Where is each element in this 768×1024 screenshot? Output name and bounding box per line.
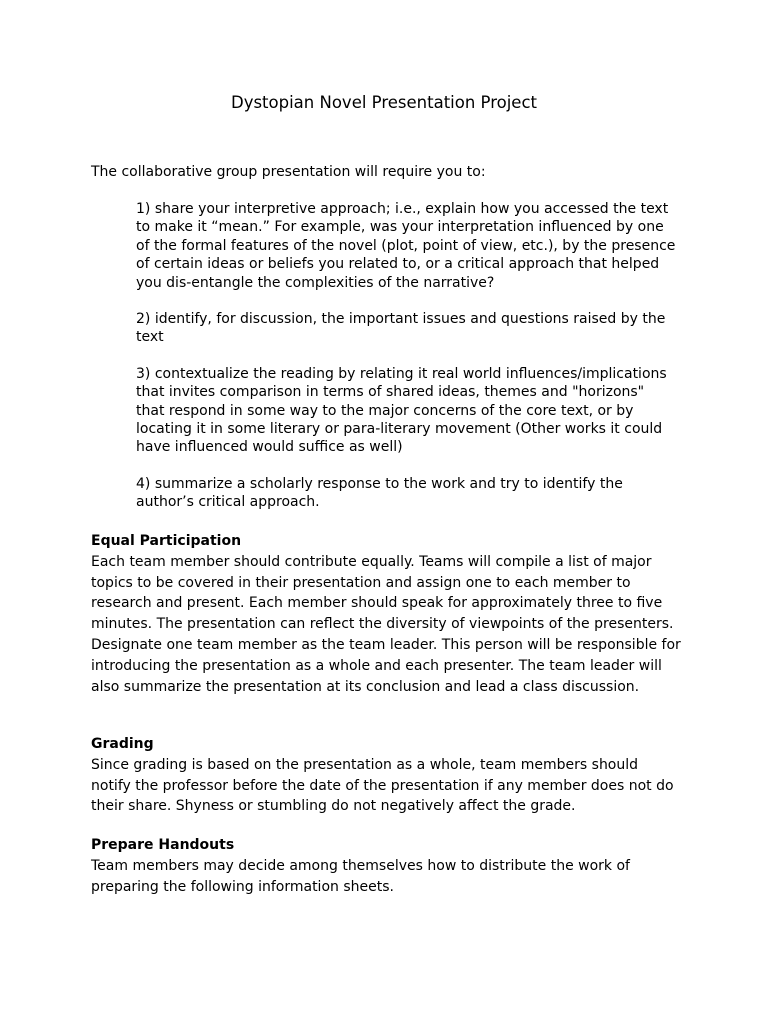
requirement-item-3: 3) contextualize the reading by relating it real world influences/implications that invites comparison in terms of shared ideas, themes and "horizons" that respond in some way to the major concerns of the core text, or by locating it in some literary or para-literary movement (Other works it could have influenced would suffice as well) (136, 365, 667, 456)
section-grading (91, 734, 681, 817)
requirements-list (136, 200, 676, 530)
section-body-participation: Each team member should contribute equally. Teams will compile a list of major topics to be covered in their presentation and assign one to each member to research and present. Each member should speak for approximately three to five minutes. The presentation can reflect the diversity of viewpoints of the presenters. Designate one team member as the team leader. This person will be responsible for introducing the presentation as a whole and each presenter. The team leader will also summarize the presentation at its conclusion and lead a class discussion. (91, 553, 681, 695)
requirement-item-4: 4) summarize a scholarly response to the work and try to identify the author’s critical approach. (136, 475, 623, 511)
requirement-item-2: 2) identify, for discussion, the important issues and questions raised by the text (136, 311, 666, 346)
section-body-handouts: Team members may decide among themselves how to distribute the work of preparing the following information sheets. (91, 857, 630, 895)
page-title: Dystopian Novel Presentation Project (230, 93, 537, 112)
section-prepare-handouts (91, 835, 681, 897)
section-equal-participation (91, 531, 681, 697)
intro-text: The collaborative group presentation will require you to: (91, 164, 486, 180)
section-heading-participation: Equal Participation (91, 533, 242, 549)
section-heading-handouts: Prepare Handouts (91, 837, 235, 853)
requirement-item-1: 1) share your interpretive approach; i.e., explain how you accessed the text to make it “mean.” For example, was your interpretation influenced by one of the formal features of the novel (plot, point of view, etc.), by the presence of certain ideas or beliefs you related to, or a critical approach that helped you dis-entangle the complexities of the narrative? (136, 201, 676, 291)
section-body-grading: Since grading is based on the presentation as a whole, team members should notify the professor before the date of the presentation if any member does not do their share. Shyness or stumbling do not negatively affect the grade. (91, 756, 674, 815)
section-heading-grading: Grading (91, 736, 154, 752)
